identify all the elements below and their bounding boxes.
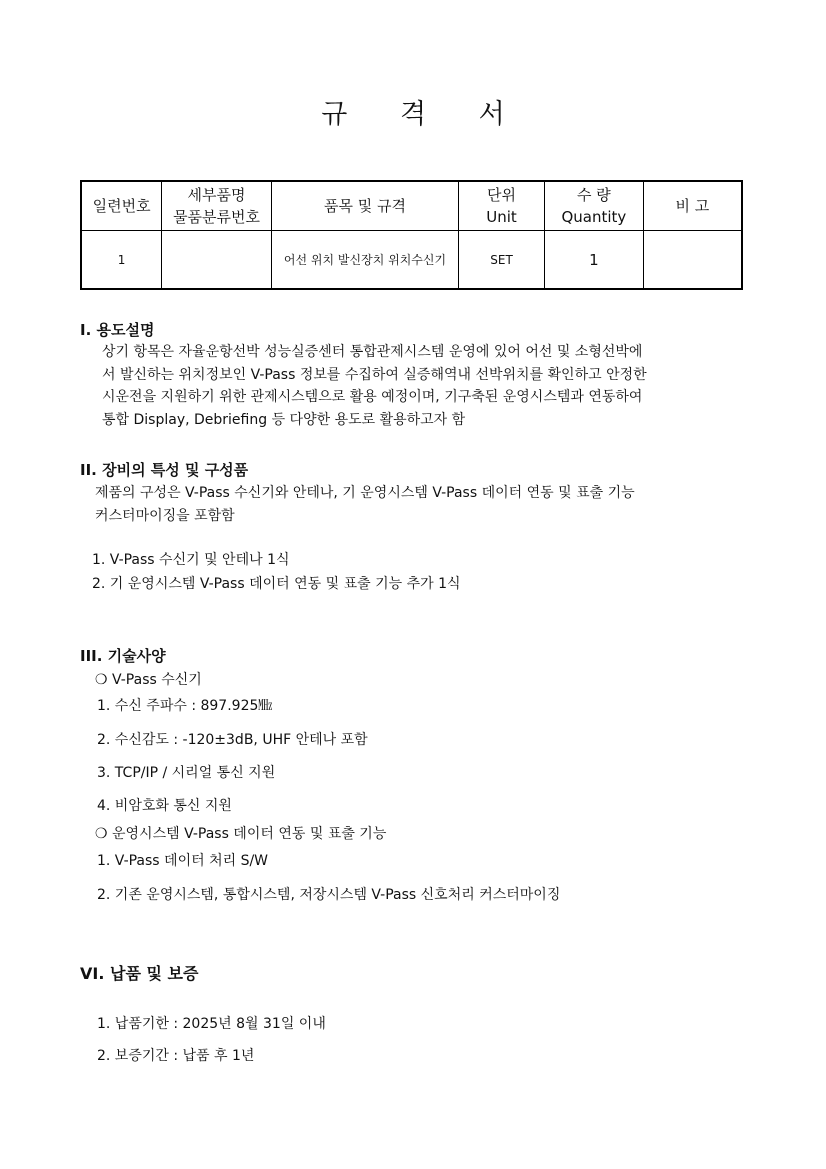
cell-item: 어선 위치 발신장치 위치수신기 <box>271 231 458 290</box>
header-quantity <box>544 181 643 231</box>
cell-unit: SET <box>459 231 545 290</box>
header-unit <box>459 181 545 231</box>
header-unit-line1: 단위 <box>487 186 517 204</box>
purpose-line: 서 발신하는 위치정보인 V-Pass 정보를 수집하여 실증해역내 선박위치를 확인하고 안정한 <box>102 366 647 383</box>
features-paragraph <box>95 482 743 527</box>
header-item: 품목 및 규격 <box>271 181 458 231</box>
features-line: 제품의 구성은 V-Pass 수신기와 안테나, 기 운영시스템 V-Pass 데이터 연동 및 표출 기능 <box>95 485 635 501</box>
spec-item: 3. TCP/IP / 시리얼 통신 지원 <box>97 765 276 781</box>
features-list-item: 1. V-Pass 수신기 및 안테나 1식 <box>92 552 290 568</box>
purpose-line: 시운전을 지원하기 위한 관제시스템으로 활용 예정이며, 기구축된 운영시스템과 연동하여 <box>102 389 643 406</box>
cell-detail <box>162 231 272 290</box>
cell-note <box>643 231 742 290</box>
section-heading-purpose: I. 용도설명 <box>80 321 155 339</box>
spec-table <box>80 180 743 290</box>
table-header-row <box>81 181 742 231</box>
spec-item: 2. 기존 운영시스템, 통합시스템, 저장시스템 V-Pass 신호처리 커스터마이징 <box>97 887 561 903</box>
section-heading-delivery: VI. 납품 및 보증 <box>80 964 199 983</box>
cell-serial: 1 <box>81 231 162 290</box>
header-note: 비 고 <box>643 181 742 231</box>
header-unit-line2: Unit <box>486 208 517 226</box>
header-detail-line1: 세부품명 <box>187 186 246 204</box>
header-serial: 일련번호 <box>81 181 162 231</box>
features-list-item: 2. 기 운영시스템 V-Pass 데이터 연동 및 표출 기능 추가 1식 <box>92 576 461 592</box>
header-quantity-line2: Quantity <box>561 208 627 226</box>
spec-group-title: ❍ V-Pass 수신기 <box>95 672 202 688</box>
section-heading-specs: III. 기술사양 <box>80 647 166 665</box>
purpose-paragraph <box>102 341 743 431</box>
purpose-line: 상기 항목은 자율운항선박 성능실증센터 통합관제시스템 운영에 있어 어선 및 소형선박에 <box>102 344 643 360</box>
purpose-line: 통합 Display, Debriefing 등 다양한 용도로 활용하고자 함 <box>102 411 466 428</box>
table-row <box>81 231 742 290</box>
header-detail-line2: 물품분류번호 <box>173 208 261 226</box>
document-title: 규 격 서 <box>321 99 527 130</box>
delivery-item: 2. 보증기간 : 납품 후 1년 <box>97 1048 255 1064</box>
features-line: 커스터마이징을 포함함 <box>95 507 235 524</box>
spec-item: 2. 수신감도 : -120±3dB, UHF 안테나 포함 <box>97 732 368 748</box>
spec-item: 1. 수신 주파수 : 897.925㎒ <box>97 698 273 714</box>
header-quantity-line1: 수 량 <box>576 186 611 204</box>
delivery-item: 1. 납품기한 : 2025년 8월 31일 이내 <box>97 1016 326 1032</box>
spec-item: 4. 비암호화 통신 지원 <box>97 798 232 814</box>
header-detail <box>162 181 272 231</box>
spec-item: 1. V-Pass 데이터 처리 S/W <box>97 853 269 869</box>
spec-group-title: ❍ 운영시스템 V-Pass 데이터 연동 및 표출 기능 <box>95 826 387 842</box>
cell-quantity: 1 <box>544 231 643 290</box>
section-heading-features: II. 장비의 특성 및 구성품 <box>80 461 249 479</box>
